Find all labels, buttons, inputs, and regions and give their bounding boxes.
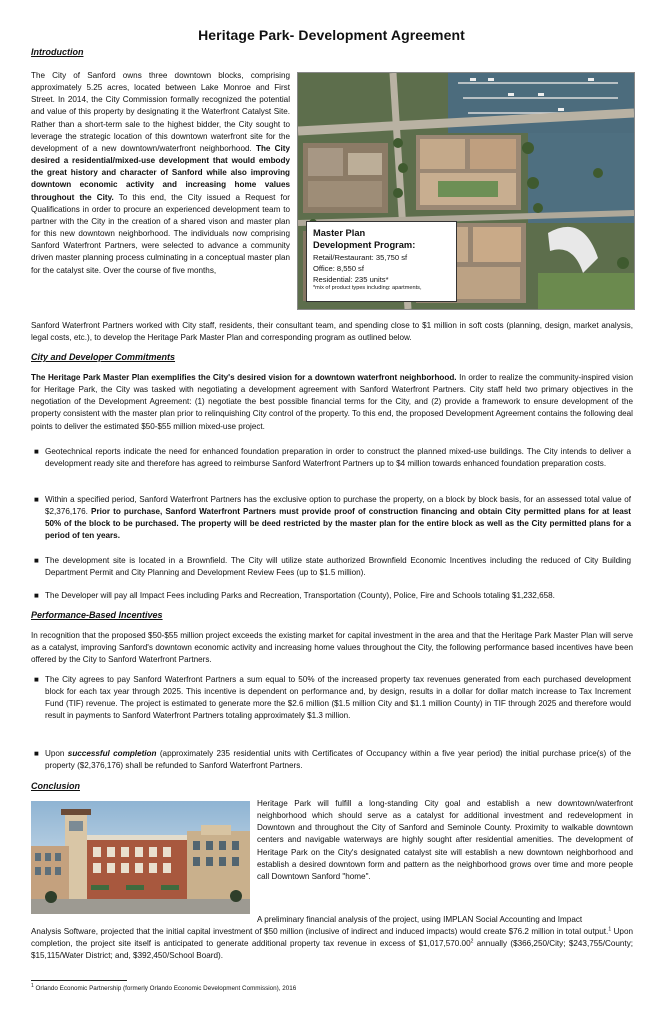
intro-text-tail: To this end, the City issued a Request for Qualifications in order to procure an experienced development team to partner with the City in the creation of a shared vison and master plan for this new downtown neighborhood. The individuals now comprising Sanford Waterfront Partners, were selected to advance a community driven master planning process culminating in a conceptual master plan for the catalyst site. Over the course of five months, [31, 192, 290, 275]
list-item [34, 748, 632, 772]
section-heading-city-developer: City and Developer Commitments [31, 352, 176, 362]
bullet-text-impact-fees: The Developer will pay all Impact Fees including Parks and Recreation, Transportation (County), Police, Fire and Schools totaling $1,232,658. [45, 591, 555, 600]
footnote-number: 1 [31, 982, 34, 989]
list-item [34, 555, 631, 579]
callout-heading-2: Development Program: [313, 240, 416, 250]
bullet-text-refund-emphasis: successful completion [67, 749, 157, 758]
list-item [34, 674, 631, 723]
intro-paragraph [31, 70, 290, 277]
footnote [31, 982, 297, 992]
city-bold-text: The Heritage Park Master Plan exemplifies the City's desired vision for a downtown waterfront neighborhood. [31, 373, 457, 382]
bullet-icon: ■ [34, 591, 39, 600]
conclusion-text-d: annually ($366,250/City; $243,755/County; $15,115/Water District; and, $392,450/School Board). [31, 939, 634, 961]
conclusion-text-c: Upon completion, the project site itself is anticipated to generate additional property tax revenue in excess of $1,017,570.00 [31, 927, 633, 949]
footnote-divider [31, 980, 127, 981]
intro-text: The City of Sanford owns three downtown blocks, comprising approximately 5.25 acres, located between Lake Monroe and First Street. In 2014, the City Commission formally recognized the potential and value of this property by designating it the Waterfront Catalyst Site. Rather than a short-term sale to the highest bidder, the City sought to leverage the strategic location of this downtown waterfront site for the development of a new downtown/waterfront neighborhood. [31, 71, 290, 153]
conclusion-text-b: Analysis Software, projected that the initial capital investment of $50 million (inclusive of indirect and induced impacts) would create $76.2 million in total output. [31, 927, 609, 936]
section-heading-introduction: Introduction [31, 47, 84, 57]
bullet-text-geotechnical: Geotechnical reports indicate the need for enhanced foundation preparation in order to construct the planned mixed-use buildings. The City intends to deliver a development ready site and therefore has agreed to reimburse Sanford Waterfront Partners up to $4 million towards enhanced foundation preparation costs. [45, 447, 631, 469]
city-text: In order to realize the community-inspired vision for Heritage Park, the City was tasked with negotiating a development agreement with Sanford Waterfront Partners. City staff held two primary objectives in the negotiation of the Development Agreement: (1) negotiate the best possible financial terms for the City, and (2) provide a framework to ensure development of the property consistent with the master plan prior to relinquishing City control of the property. To this end, the proposed Development Agreement contains the following deal points to deliver the estimated $50-$55 million mixed-use project. [31, 373, 633, 431]
development-program-callout [306, 221, 457, 302]
callout-office: Office: 8,550 sf [313, 264, 364, 273]
conclusion-paragraph-1: Heritage Park will fulfill a long-standing City goal and establish a new downtown/waterfront neighborhood which should serve as a catalyst for additional investment and redevelopment in Downtown and throughout the City of Sanford and Seminole County. Proximity to walkable downtown centers and navigable waterways are highly sought after residential amenities. The development of Heritage Park on the City's designated catalyst site will establish a new downtown neighborhood and establish a desired downtown form and pattern as the neighborhood grows over time and more people call Downtown Sanford "home". [257, 799, 633, 881]
conclusion-paragraph-2 [31, 926, 633, 962]
bullet-icon: ■ [34, 675, 39, 684]
performance-paragraph: In recognition that the proposed $50-$55 million project exceeds the existing market for capital investment in the area and that the Heritage Park Master Plan will serve as a catalyst, improving Sanford's downtown economic activity and increasing home values throughout the City, the following performance based incentives have been offered by the City to Sanford Waterfront Partners. [31, 631, 633, 665]
section-heading-conclusion: Conclusion [31, 781, 80, 791]
callout-retail: Retail/Restaurant: 35,750 sf [313, 253, 408, 262]
heritage-park-rendering-image [31, 801, 250, 914]
city-paragraph [31, 372, 633, 433]
intro-full-width-paragraph: Sanford Waterfront Partners worked with City staff, residents, their consultant team, and spending close to $1 million in soft costs (planning, design, market analysis, legal costs, etc.), to develop the Heritage Park Master Plan and corresponding program as outlined below. [31, 321, 633, 343]
intro-bold-text: The City desired a residential/mixed-use development that would embody the great history and character of Sanford while also improving downtown economic activity and increasing home values throughout the City. [31, 143, 290, 202]
list-item [34, 494, 631, 543]
footnote-ref-2[interactable]: 2 [470, 938, 474, 945]
bullet-icon: ■ [34, 749, 39, 758]
bullet-text-purchase-bold: Prior to purchase, Sanford Waterfront Partners must provide proof of construction financing and obtain City permitted plans for at least 50% of the block to be purchased. The property will be deed restricted by the master plan for the entire block as well as the City permitted plans for a period of ten years. [45, 507, 631, 541]
bullet-icon: ■ [34, 556, 39, 565]
conclusion-paragraph-2-start: A preliminary financial analysis of the project, using IMPLAN Social Accounting and Impact [257, 915, 583, 924]
section-heading-performance: Performance-Based Incentives [31, 610, 163, 620]
bullet-icon: ■ [34, 447, 39, 456]
footnote-ref-1[interactable]: 1 [608, 926, 612, 933]
callout-residential: Residential: 235 units* [313, 275, 389, 284]
bullet-text-brownfield: The development site is located in a Brownfield. The City will utilize state authorized Brownfield Economic Incentives including the reduced of City Building Department Permit and City Planning and Development Review Fees (up to $1.5 million). [45, 556, 631, 578]
callout-note: *mix of product types including: apartments, [313, 285, 422, 291]
bullet-text-refund-pre: Upon [45, 749, 65, 758]
bullet-text-tax-revenue: The City agrees to pay Sanford Waterfront Partners a sum equal to 50% of the increased property tax revenues generated from each purchased development block for each tax year through 2025. This incentive is dependent on performance and, by design, results in a dollar for dollar match increase to Tax Increment Fund (TIF) revenue. The project is estimated to generate more the $2.6 million ($1.5 million City and $1.1 million County) in TIF through 2025 and therefore would result in payments to Sanford Waterfront Partners totaling approximately $1.3 million. [45, 675, 631, 721]
page-title: Heritage Park- Development Agreement [198, 27, 465, 43]
list-item [34, 446, 631, 470]
bullet-icon: ■ [34, 495, 39, 504]
callout-heading-1: Master Plan [313, 228, 366, 238]
bullet-text-refund-post: (approximately 235 residential units with Certificates of Occupancy within a five year period) the initial purchase price(s) of the property ($2,376,176) shall be refunded to Sanford Waterfront Partners. [45, 749, 632, 771]
footnote-text: Orlando Economic Partnership (formerly Orlando Economic Development Commission), 2016 [35, 985, 297, 992]
bullet-text-purchase: Within a specified period, Sanford Waterfront Partners has the exclusive option to purchase the property, on a block by block basis, for an assessed total value of $2,376,176. [45, 495, 631, 517]
list-item [34, 590, 631, 602]
